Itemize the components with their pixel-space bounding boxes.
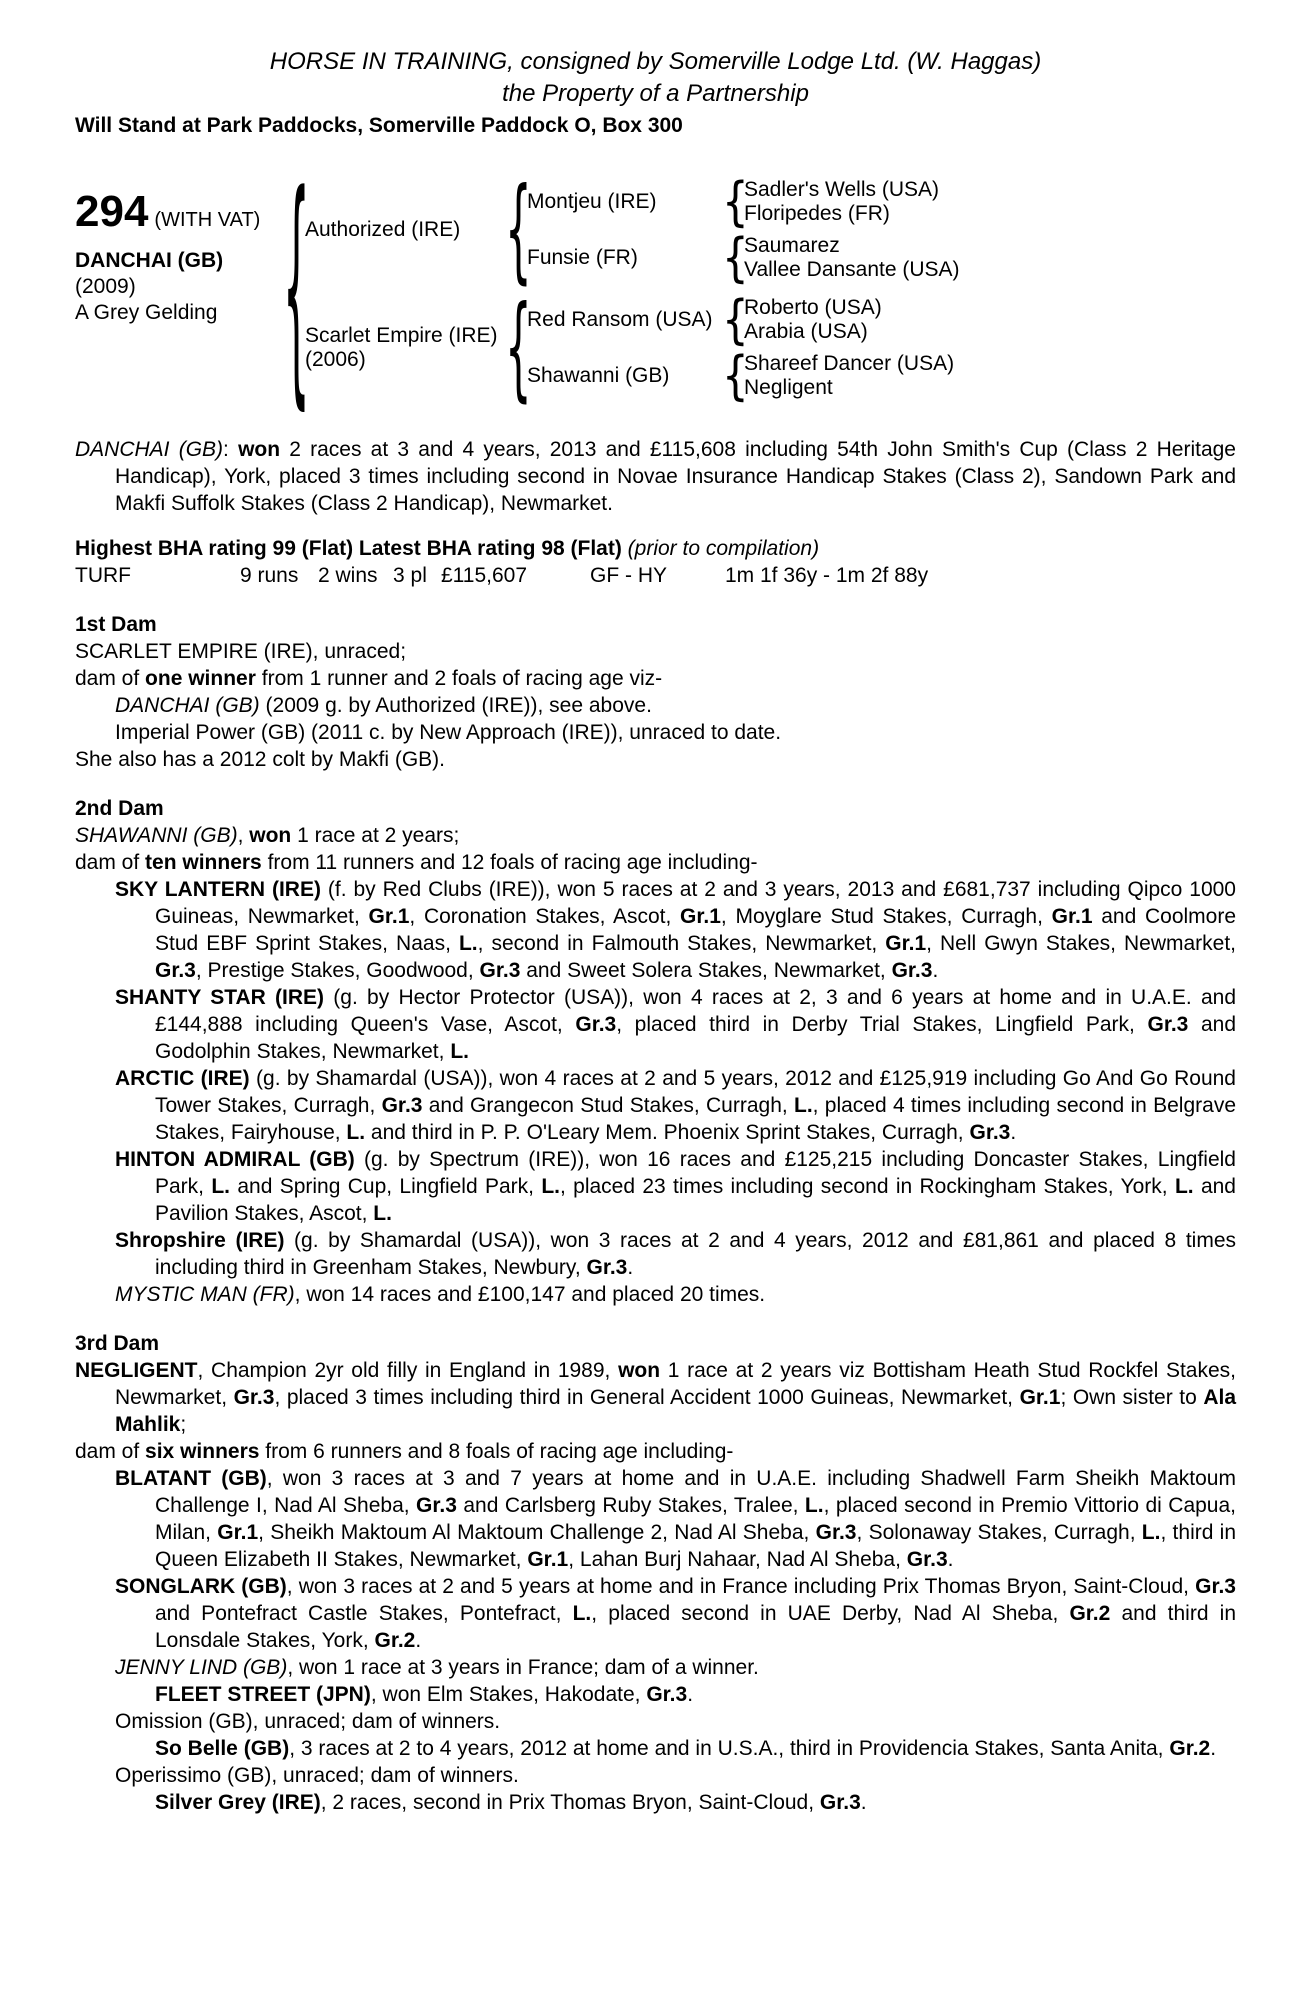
dam3-entry-blatant: BLATANT (GB), won 3 races at 3 and 7 years at home and in U.A.E. including Shadwell Farm Sheikh Maktoum Challenge I, Nad Al Sheba, Gr.3 and Carlsberg Ruby Stakes, Tralee, L., placed second in Premio Vittorio di Capua, Milan, Gr.1, Sheikh Maktoum Al Maktoum Challenge 2, Nad Al Sheba, Gr.3, Solonaway Stakes, Curragh, L., third in Queen Elizabeth II Stakes, Newmarket, Gr.1, Lahan Burj Nahaar, Nad Al Sheba, Gr.3. — [115, 1467, 1236, 1571]
pedigree-dam-dam-node — [527, 344, 955, 406]
pedigree-sire-sire: Montjeu (IRE) — [527, 190, 657, 213]
pedigree-brace-sire: { — [505, 162, 532, 295]
pedigree-sire-dam-node — [527, 226, 960, 288]
second-dam-heading: 2nd Dam — [75, 797, 164, 820]
dam2-entry-arctic: ARCTIC (IRE) (g. by Shamardal (USA)), won 4 races at 2 and 5 years, 2012 and £125,919 including Go And Go Round Tower Stakes, Curragh, Gr.3 and Grangecon Stud Stakes, Curragh, L., placed 4 times including second in Belgrave Stakes, Fairyhouse, L. and third in P. P. O'Leary Mem. Phoenix Sprint Stakes, Curragh, Gr.3. — [115, 1067, 1237, 1144]
pedigree-sire-dam-pair — [744, 234, 960, 282]
pedigree-sire-parents-column — [527, 170, 960, 288]
dam2-entry-mystic-man: MYSTIC MAN (FR), won 14 races and £100,147 and placed 20 times. — [115, 1283, 766, 1306]
pedigree-sire-sire-dam: Floripedes (FR) — [744, 202, 890, 225]
dam1-produce-summary: dam of one winner from 1 runner and 2 foals of racing age viz- — [75, 667, 663, 690]
dam2-entry-sky-lantern: SKY LANTERN (IRE) (f. by Red Clubs (IRE)), won 5 races at 2 and 3 years, 2013 and £681,737 including Qipco 1000 Guineas, Newmarket, Gr.1, Coronation Stakes, Ascot, Gr.1, Moyglare Stud Stakes, Curragh, Gr.1 and Coolmore Stud EBF Sprint Stakes, Naas, L., second in Falmouth Stakes, Newmarket, Gr.1, Nell Gwyn Stakes, Newmarket, Gr.3, Prestige Stakes, Goodwood, Gr.3 and Sweet Solera Stakes, Newmarket, Gr.3. — [115, 878, 1237, 982]
dam3-entry-so-belle: So Belle (GB), 3 races at 2 to 4 years, 2012 at home and in U.S.A., third in Providencia Stakes, Santa Anita, Gr.2. — [155, 1737, 1217, 1760]
bha-rating-line: Highest BHA rating 99 (Flat) Latest BHA rating 98 (Flat) (prior to compilation) — [75, 537, 820, 560]
pedigree-sire-dam-dam: Vallee Dansante (USA) — [744, 258, 960, 281]
lot-vat-note: (WITH VAT) — [154, 209, 261, 231]
stabling-location-line: Will Stand at Park Paddocks, Somerville Paddock O, Box 300 — [75, 114, 683, 137]
pedigree-brace-dam-sire: { — [722, 288, 749, 350]
dam2-produce-summary: dam of ten winners from 11 runners and 12 foals of racing age including- — [75, 851, 758, 874]
pedigree-dam-sire-sire: Roberto (USA) — [744, 296, 882, 319]
pedigree-sire-dam: Funsie (FR) — [527, 246, 638, 269]
third-dam-heading: 3rd Dam — [75, 1332, 160, 1355]
third-dam-section — [75, 1330, 1236, 1816]
turf-wins: 2 wins — [318, 564, 378, 587]
pedigree-brace-sire-dam: { — [722, 226, 749, 288]
dam3-produce-summary: dam of six winners from 6 runners and 8 foals of racing age including- — [75, 1440, 734, 1463]
pedigree-sire-node — [305, 162, 960, 295]
pedigree-gen1-column — [305, 162, 960, 413]
turf-going-range: GF - HY — [590, 564, 667, 587]
lot-info — [75, 178, 283, 326]
bha-rating-block — [75, 535, 1236, 589]
dam2-entry-shropshire: Shropshire (IRE) (g. by Shamardal (USA)), won 3 races at 2 and 4 years, 2012 and £81,861 and placed 8 times including third in Greenham Stakes, Newbury, Gr.3. — [115, 1229, 1236, 1279]
pedigree-dam-dam: Shawanni (GB) — [527, 364, 670, 387]
pedigree-dam-sire-pair — [744, 296, 882, 344]
pedigree-brace-dam-dam: { — [722, 344, 749, 406]
pedigree-dam-dam-dam: Negligent — [744, 376, 833, 399]
pedigree-dam-name: Scarlet Empire (IRE) — [305, 324, 498, 347]
second-dam-section — [75, 795, 1236, 1308]
pedigree-dam — [305, 324, 505, 372]
pedigree-dam-sire: Red Ransom (USA) — [527, 308, 713, 331]
pedigree-dam-node — [305, 280, 960, 413]
pedigree-sire-sire-pair — [744, 178, 939, 226]
lot-foaling-year: (2009) — [75, 275, 136, 298]
dam1-entry-imperial-power: Imperial Power (GB) (2011 c. by New Approach (IRE)), unraced to date. — [115, 721, 782, 744]
dam3-mare-line: NEGLIGENT, Champion 2yr old filly in England in 1989, won 1 race at 2 years viz Bottisham Heath Stud Rockfel Stakes, Newmarket, Gr.3, placed 3 times including third in General Accident 1000 Guineas, Newmarket, Gr.1; Own sister to Ala Mahlik; — [75, 1359, 1237, 1436]
dam1-entry-danchai: DANCHAI (GB) (2009 g. by Authorized (IRE)), see above. — [115, 694, 652, 717]
pedigree-dam-dam-pair — [744, 352, 954, 400]
dam3-entry-silver-grey: Silver Grey (IRE), 2 races, second in Prix Thomas Bryon, Saint-Cloud, Gr.3. — [155, 1791, 867, 1814]
pedigree-tree — [283, 141, 1236, 431]
dam1-note-line: She also has a 2012 colt by Makfi (GB). — [75, 748, 446, 771]
consignor-line: HORSE IN TRAINING, consigned by Somerville Lodge Ltd. (W. Haggas) — [269, 48, 1042, 75]
dam2-entry-hinton-admiral: HINTON ADMIRAL (GB) (g. by Spectrum (IRE)), won 16 races and £125,215 including Doncaster Stakes, Lingfield Park, L. and Spring Cup, Lingfield Park, L., placed 23 times including second in Rockingham Stakes, York, L. and Pavilion Stakes, Ascot, L. — [115, 1148, 1236, 1225]
pedigree-dam-sire-dam: Arabia (USA) — [744, 320, 868, 343]
property-line: the Property of a Partnership — [502, 80, 809, 107]
pedigree-brace-dam: { — [505, 280, 532, 413]
race-record-paragraph: DANCHAI (GB): won 2 races at 3 and 4 years, 2013 and £115,608 including 54th John Smith's Cup (Class 2 Heritage Handicap), York, placed 3 times including second in Novae Insurance Handicap Stakes (Class 2), Sandown Park and Makfi Suffolk Stakes (Class 2 Handicap), Newmarket. — [75, 438, 1236, 515]
lot-number-row — [75, 187, 283, 236]
first-dam-heading: 1st Dam — [75, 613, 157, 636]
pedigree-sire-sire-sire: Sadler's Wells (USA) — [744, 178, 939, 201]
pedigree-dam-parents-column — [527, 288, 955, 406]
turf-runs: 9 runs — [240, 564, 299, 587]
first-dam-section — [75, 611, 1236, 773]
pedigree-dam-dam-sire: Shareef Dancer (USA) — [744, 352, 955, 375]
turf-record-row — [75, 562, 1236, 589]
pedigree-sire: Authorized (IRE) — [305, 218, 461, 241]
turf-surface: TURF — [75, 564, 131, 587]
dam2-entry-shanty-star: SHANTY STAR (IRE) (g. by Hector Protector (USA)), won 4 races at 2, 3 and 6 years at home and in U.A.E. and £144,888 including Queen's Vase, Ascot, Gr.3, placed third in Derby Trial Stakes, Lingfield Park, Gr.3 and Godolphin Stakes, Newmarket, L. — [115, 986, 1236, 1063]
dam2-mare-line: SHAWANNI (GB), won 1 race at 2 years; — [75, 824, 460, 847]
dam1-mare-line: SCARLET EMPIRE (IRE), unraced; — [75, 640, 407, 663]
lot-number: 294 — [75, 187, 149, 236]
turf-earnings: £115,607 — [441, 564, 528, 587]
turf-distance-range: 1m 1f 36y - 1m 2f 88y — [725, 564, 929, 587]
pedigree-dam-year: (2006) — [305, 348, 366, 371]
dam3-entry-fleet-street: FLEET STREET (JPN), won Elm Stakes, Hakodate, Gr.3. — [155, 1683, 694, 1706]
turf-places: 3 pl — [393, 564, 427, 587]
dam3-entry-omission: Omission (GB), unraced; dam of winners. — [115, 1710, 501, 1733]
pedigree-sire-dam-sire: Saumarez — [744, 234, 840, 257]
pedigree-brace-outer: { — [283, 141, 310, 431]
dam3-entry-operissimo: Operissimo (GB), unraced; dam of winners. — [115, 1764, 519, 1787]
pedigree-sire-sire-node — [527, 170, 960, 232]
lot-horse-name: DANCHAI (GB) — [75, 249, 224, 272]
dam3-entry-jenny-lind: JENNY LIND (GB), won 1 race at 3 years in France; dam of a winner. — [115, 1656, 759, 1679]
lot-pedigree-block — [75, 141, 1236, 431]
pedigree-dam-sire-node — [527, 288, 954, 350]
page-header — [75, 46, 1236, 140]
lot-horse-description: A Grey Gelding — [75, 301, 218, 324]
dam3-entry-songlark: SONGLARK (GB), won 3 races at 2 and 5 years at home and in France including Prix Thomas Bryon, Saint-Cloud, Gr.3 and Pontefract Castle Stakes, Pontefract, L., placed second in UAE Derby, Nad Al Sheba, Gr.2 and third in Lonsdale Stakes, York, Gr.2. — [115, 1575, 1237, 1652]
pedigree-brace-sire-sire: { — [722, 170, 749, 232]
